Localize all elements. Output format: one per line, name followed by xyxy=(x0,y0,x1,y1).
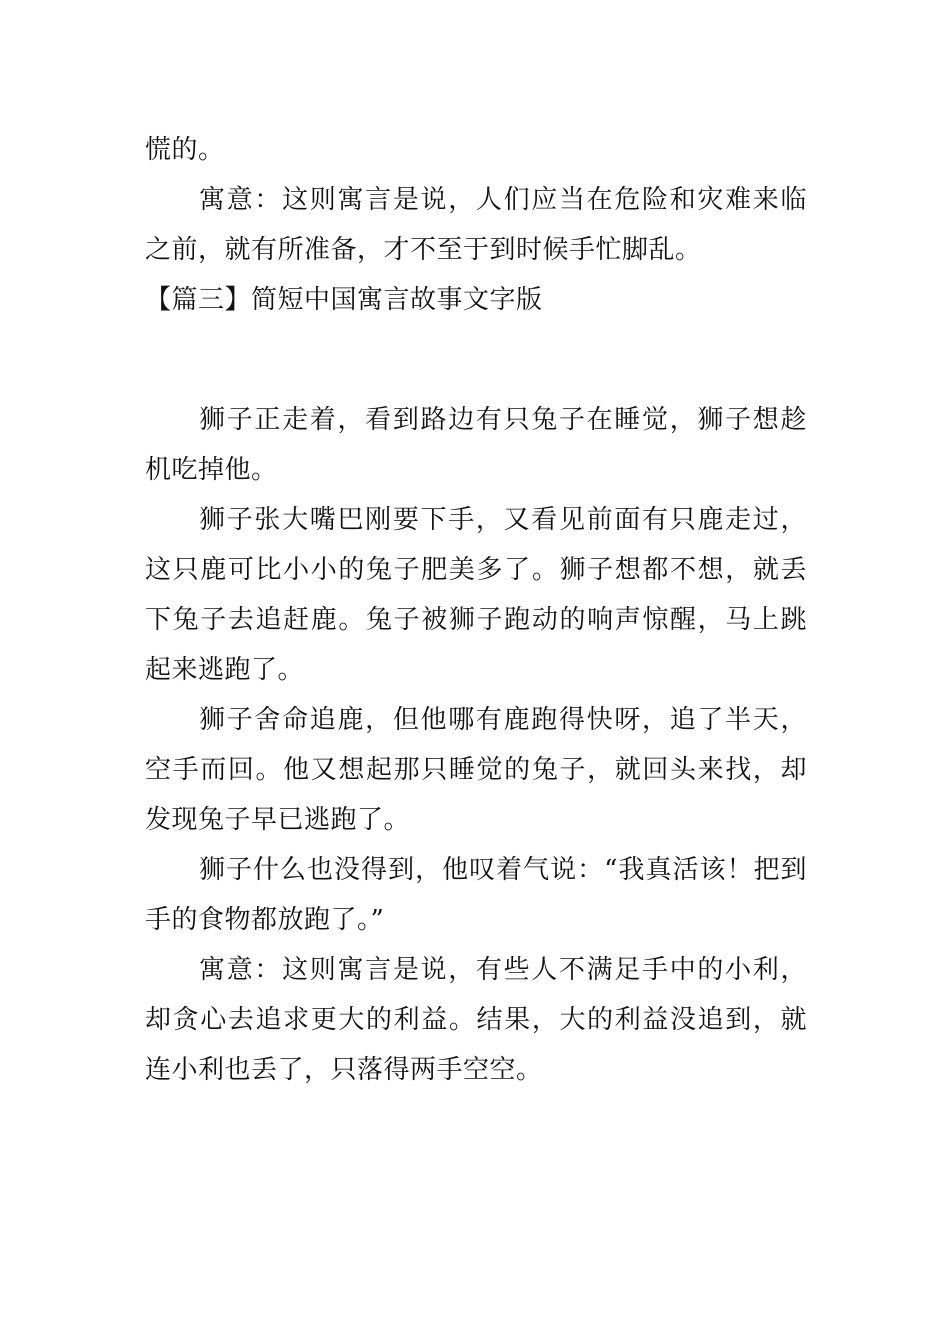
section-heading: 【篇三】简短中国寓言故事文字版 xyxy=(145,285,543,315)
document-page xyxy=(145,125,807,1095)
paragraph-continuation: 慌的。 xyxy=(145,135,225,165)
paragraph-story-1: 狮子正走着，看到路边有只兔子在睡觉，狮子想趁机吃掉他。 xyxy=(145,405,807,485)
paragraph-moral-2: 寓意：这则寓言是说，有些人不满足手中的小利，却贪心去追求更大的利益。结果，大的利益没追到，就连小利也丢了，只落得两手空空。 xyxy=(145,955,807,1085)
paragraph-moral-1: 寓意：这则寓言是说，人们应当在危险和灾难来临之前，就有所准备，才不至于到时候手忙脚乱。 xyxy=(145,185,807,265)
paragraph-story-2: 狮子张大嘴巴刚要下手，又看见前面有只鹿走过，这只鹿可比小小的兔子肥美多了。狮子想都不想，就丢下兔子去追赶鹿。兔子被狮子跑动的响声惊醒，马上跳起来逃跑了。 xyxy=(145,505,807,685)
paragraph-story-3: 狮子舍命追鹿，但他哪有鹿跑得快呀，追了半天，空手而回。他又想起那只睡觉的兔子，就回头来找，却发现兔子早已逃跑了。 xyxy=(145,705,807,835)
blank-space xyxy=(145,325,807,395)
paragraph-story-4: 狮子什么也没得到，他叹着气说：“我真活该！把到手的食物都放跑了。” xyxy=(145,855,807,935)
